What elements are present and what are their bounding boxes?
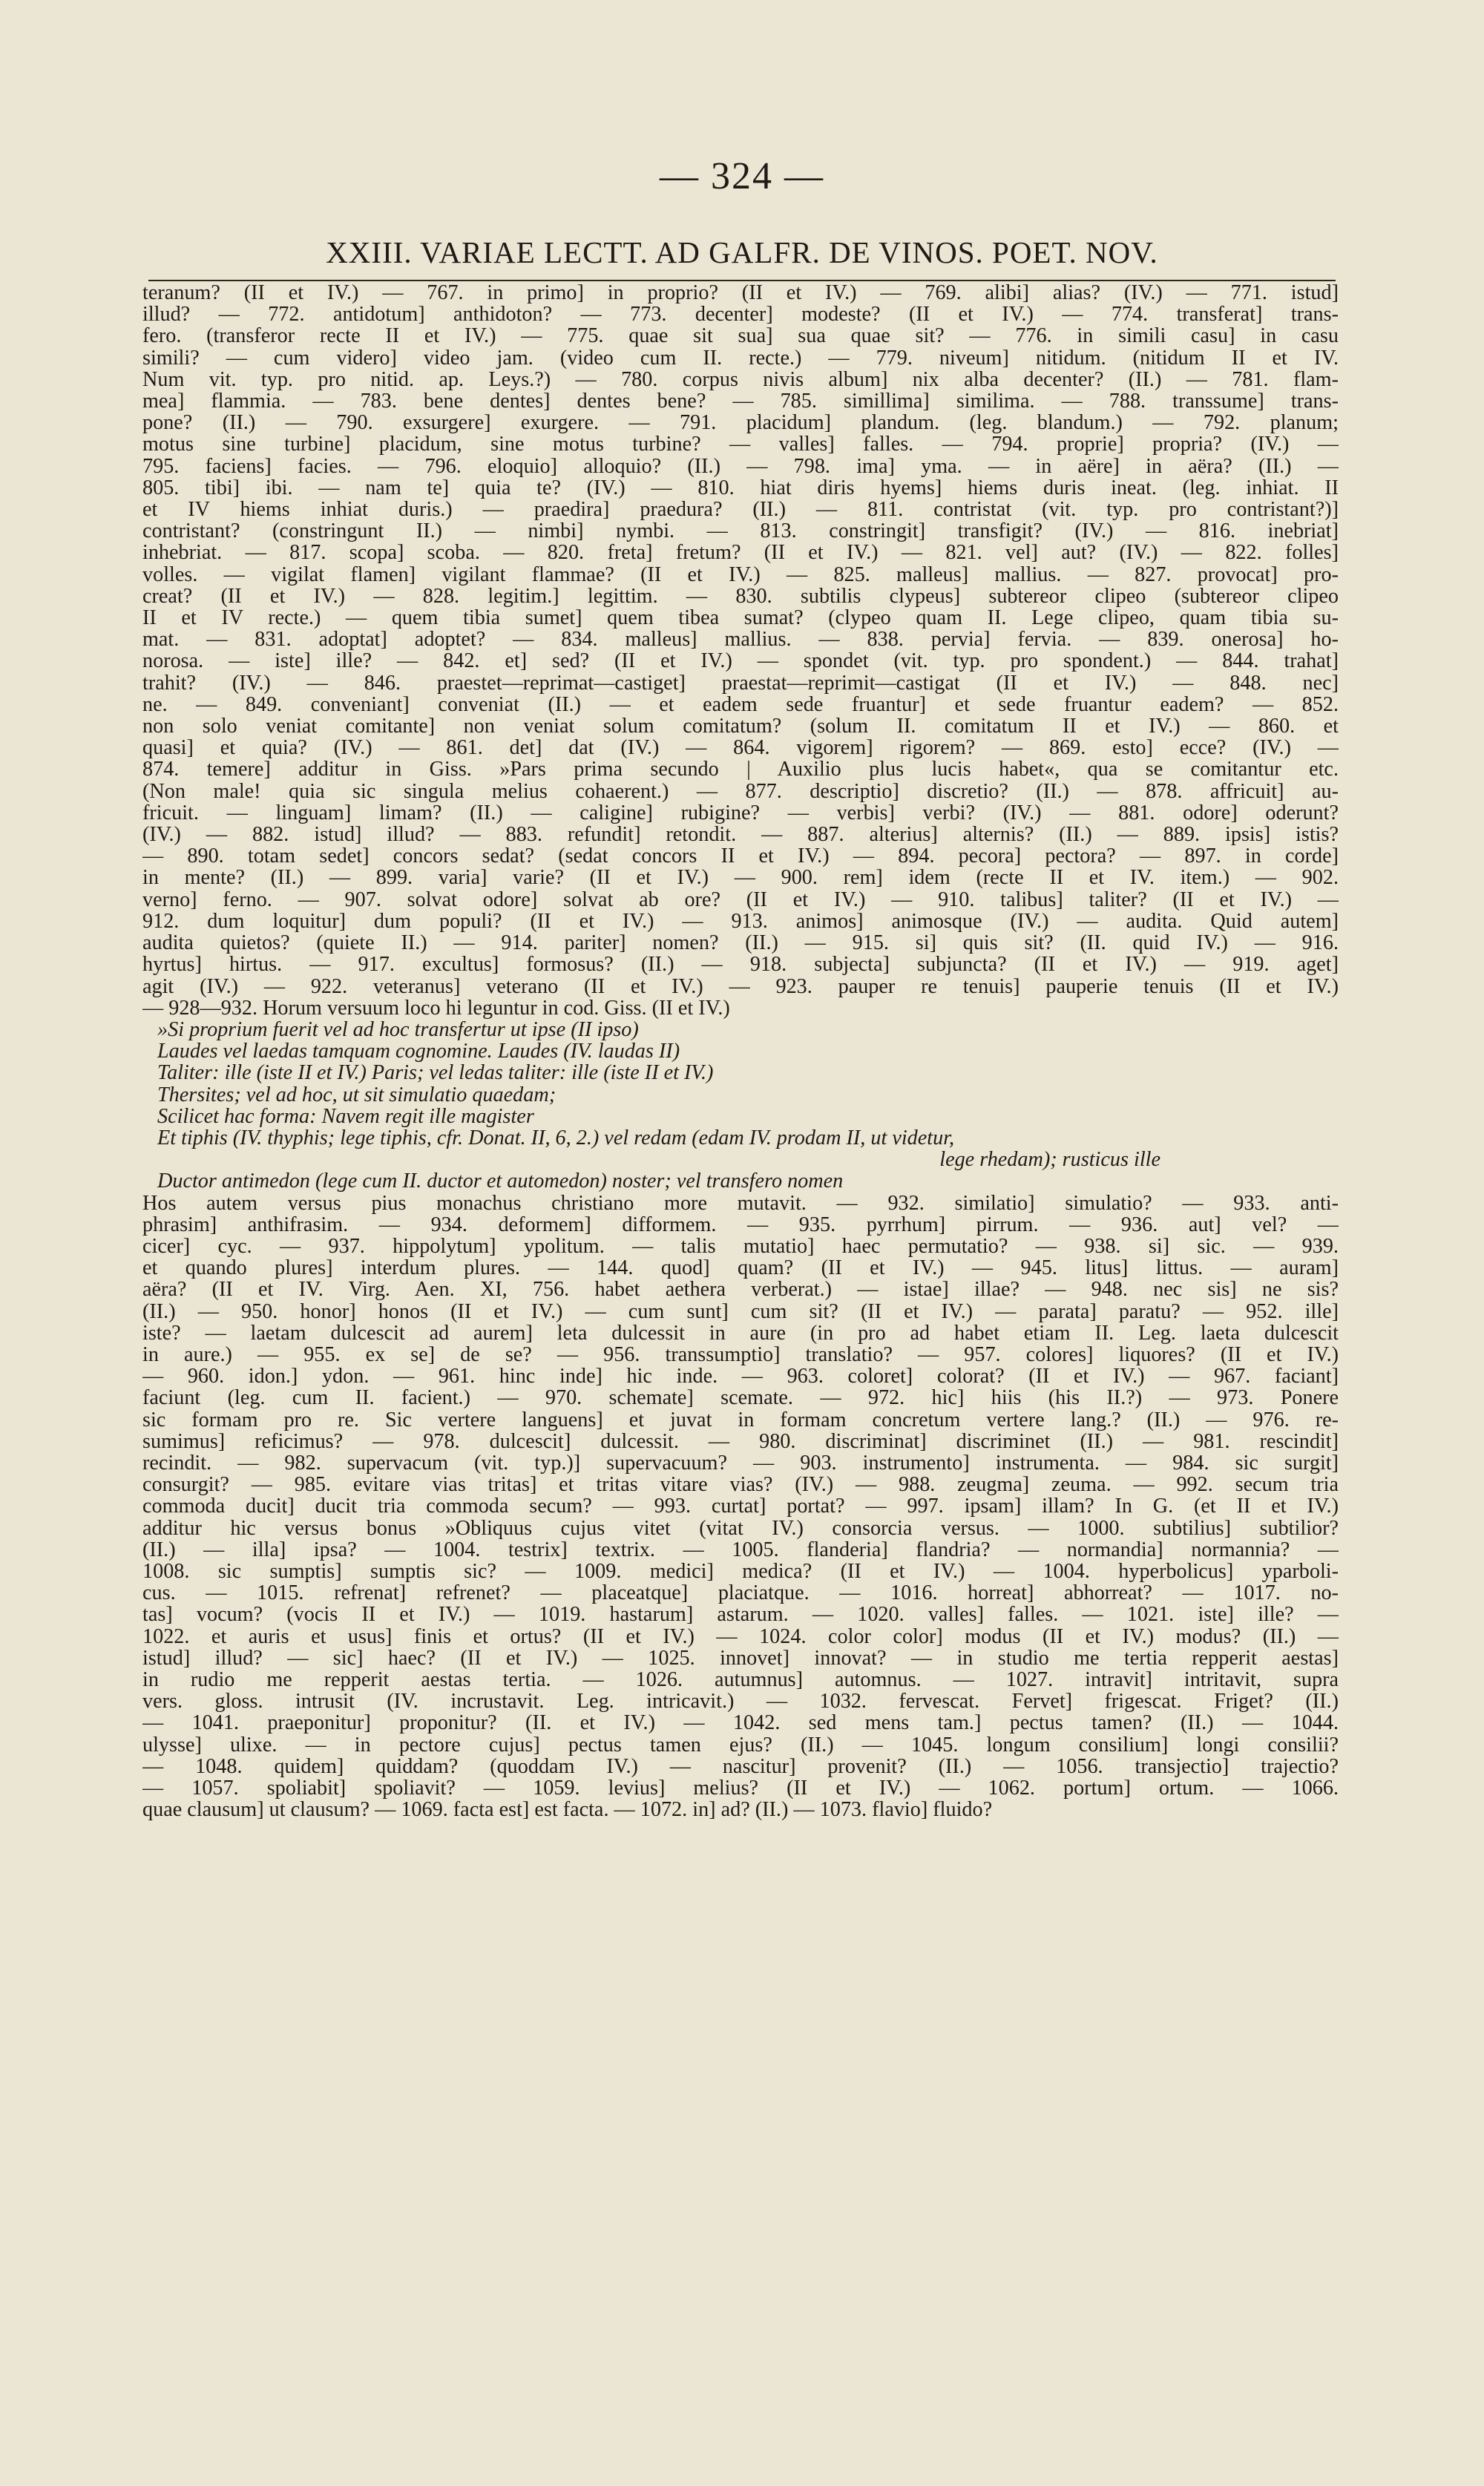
text-line: inhebriat. — 817. scopa] scoba. — 820. freta] fretum? (II et IV.) — 821. vel] aut? (IV.) — 822. folles] [142, 542, 1339, 564]
text-line: in aure.) — 955. ex se] de se? — 956. transsumptio] translatio? — 957. colores] liquores? (II et IV.) [142, 1343, 1339, 1366]
text-line: II et IV recte.) — quem tibia sumet] quem tibea sumat? (clypeo quam II. Lege clipeo, quam tibia su- [142, 607, 1339, 629]
verse-line: »Si proprium fuerit vel ad hoc transfertur ut ipse (II ipso) [157, 1018, 639, 1041]
text-line: faciunt (leg. cum II. facient.) — 970. schemate] scemate. — 972. hic] hiis (his II.?) — 973. Ponere [142, 1387, 1339, 1409]
text-line: (II.) — 950. honor] honos (II et IV.) — cum sunt] cum sit? (II et IV.) — parata] paratu? — 952. ille] [142, 1300, 1339, 1322]
verse-line: lege rhedam); rusticus ille [939, 1149, 1160, 1171]
verse-line: Et tiphis (IV. thyphis; lege tiphis, cfr. Donat. II, 6, 2.) vel redam (edam IV. prodam II, ut videtur, [157, 1126, 955, 1149]
interpolated-verses [142, 1019, 1339, 1193]
text-line: teranum? (II et IV.) — 767. in primo] in proprio? (II et IV.) — 769. alibi] alias? (IV.) — 771. istud] [142, 282, 1339, 304]
text-line: commoda ducit] ducit tria commoda secum? — 993. curtat] portat? — 997. ipsam] illam? In G. (et II et IV.) [142, 1495, 1339, 1518]
text-line: 795. faciens] facies. — 796. eloquio] alloquio? (II.) — 798. ima] yma. — in aëre] in aëra? (II.) — [142, 455, 1339, 477]
text-line: mat. — 831. adoptat] adoptet? — 834. malleus] mallius. — 838. pervia] fervia. — 839. onerosa] ho- [142, 629, 1339, 651]
text-line: quae clausum] ut clausum? — 1069. facta est] est facta. — 1072. in] ad? (II.) — 1073. flavio] fluido? [142, 1799, 993, 1821]
verse-line: Ductor antimedon (lege cum II. ductor et automedon) noster; vel transfero nomen [157, 1170, 844, 1193]
text-line: additur hic versus bonus »Obliquus cujus vitet (vitat IV.) consorcia versus. — 1000. subtilius] subtilior? [142, 1517, 1339, 1539]
running-header: XXIII. VARIAE LECTT. AD GALFR. DE VINOS. POET. NOV. [326, 235, 1158, 269]
text-line: aëra? (II et IV. Virg. Aen. XI, 756. habet aethera verberat.) — istae] illae? — 948. nec sis] ne sis? [142, 1279, 1339, 1301]
text-line: — 890. totam sedet] concors sedat? (sedat concors II et IV.) — 894. pecora] pectora? — 897. in corde] [142, 845, 1339, 868]
text-line: trahit? (IV.) — 846. praestet—reprimat—castiget] praestat—reprimit—castigat (II et IV.) — 848. nec] [142, 672, 1339, 694]
text-line: istud] illud? — sic] haec? (II et IV.) — 1025. innovet] innovat? — in studio me tertia repperit aestas] [142, 1647, 1339, 1669]
text-line: simili? — cum videro] video jam. (video cum II. recte.) — 779. niveum] nitidum. (nitidum II et IV. [142, 347, 1339, 369]
text-line: in rudio me repperit aestas tertia. — 1026. autumnus] automnus. — 1027. intravit] intritavit, supra [142, 1669, 1339, 1691]
text-line: 874. temere] additur in Giss. »Pars prima secundo | Auxilio plus lucis habet«, qua se comitantur etc. [142, 758, 1339, 781]
text-line: 912. dum loquitur] dum populi? (II et IV.) — 913. animos] animosque (IV.) — audita. Quid autem] [142, 910, 1339, 933]
text-line: tas] vocum? (vocis II et IV.) — 1019. hastarum] astarum. — 1020. valles] falles. — 1021. iste] ille? — [142, 1604, 1339, 1626]
text-line: 1022. et auris et usus] finis et ortus? (II et IV.) — 1024. color color] modus (II et IV.) modus? (II.) — [142, 1625, 1339, 1647]
apparatus-text [142, 282, 1339, 1820]
text-line: illud? — 772. antidotum] anthidoton? — 773. decenter] modeste? (II et IV.) — 774. transferat] trans- [142, 304, 1339, 326]
text-line: consurgit? — 985. evitare vias tritas] et tritas vitare vias? (IV.) — 988. zeugma] zeuma. — 992. secum tria [142, 1474, 1339, 1496]
text-line: quasi] et quia? (IV.) — 861. det] dat (IV.) — 864. vigorem] rigorem? — 869. esto] ecce? (IV.) — [142, 737, 1339, 759]
text-line: contristant? (constringunt II.) — nimbi] nymbi. — 813. constringit] transfigit? (IV.) — 816. inebriat] [142, 520, 1339, 542]
text-line: in mente? (II.) — 899. varia] varie? (II et IV.) — 900. rem] idem (recte II et IV. item.) — 902. [142, 867, 1339, 889]
text-line: — 928—932. Horum versuum loco hi leguntur in cod. Giss. (II et IV.) [142, 997, 730, 1019]
text-line: iste? — laetam dulcescit ad aurem] leta dulcessit in aure (in pro ad habet etiam II. Leg. laeta dulcescit [142, 1322, 1339, 1344]
text-line: Hos autem versus pius monachus christiano more mutavit. — 932. similatio] simulatio? — 933. anti- [142, 1192, 1339, 1214]
text-line: 1008. sic sumptis] sumptis sic? — 1009. medici] medica? (II et IV.) — 1004. hyperbolicus] yparboli- [142, 1560, 1339, 1583]
text-line: et IV hiems inhiat duris.) — praedira] praedura? (II.) — 811. contristat (vit. typ. pro contristant?)] [142, 499, 1339, 521]
text-line: agit (IV.) — 922. veteranus] veterano (II et IV.) — 923. pauper re tenuis] pauperie tenuis (II et IV.) [142, 975, 1339, 997]
apparatus-block-1 [142, 282, 1339, 1019]
text-line: audita quietos? (quiete II.) — 914. pariter] nomen? (II.) — 915. si] quis sit? (II. quid IV.) — 916. [142, 932, 1339, 954]
text-line: — 960. idon.] ydon. — 961. hinc inde] hic inde. — 963. coloret] colorat? (II et IV.) — 967. faciant] [142, 1365, 1339, 1388]
text-line: creat? (II et IV.) — 828. legitim.] legittim. — 830. subtilis clypeus] subtereor clipeo (subtereor clipeo [142, 585, 1339, 608]
text-line: fricuit. — linguam] limam? (II.) — caligine] rubigine? — verbis] verbi? (IV.) — 881. odore] oderunt? [142, 801, 1339, 824]
text-line: sumimus] reficimus? — 978. dulcescit] dulcessit. — 980. discriminat] discriminet (II.) — 981. rescindit] [142, 1430, 1339, 1452]
text-line: fero. (transferor recte II et IV.) — 775. quae sit sua] sua quae sit? — 776. in simili casu] in casu [142, 325, 1339, 347]
text-line: verno] ferno. — 907. solvat odore] solvat ab ore? (II et IV.) — 910. talibus] taliter? (II et IV.) — [142, 888, 1339, 911]
text-line: pone? (II.) — 790. exsurgere] exurgere. — 791. placidum] plandum. (leg. blandum.) — 792. planum; [142, 412, 1339, 434]
text-line: sic formam pro re. Sic vertere languens] et juvat in formam concretum vertere lang.? (II.) — 976. re- [142, 1408, 1339, 1431]
verse-line: Thersites; vel ad hoc, ut sit simulatio quaedam; [157, 1083, 556, 1106]
text-line: ne. — 849. conveniant] conveniat (II.) — et eadem sede fruantur] et sede fruantur eadem? — 852. [142, 693, 1339, 716]
apparatus-block-2 [142, 1193, 1339, 1821]
verse-line: Laudes vel laedas tamquam cognomine. Laudes (IV. laudas II) [157, 1040, 680, 1063]
text-line: norosa. — iste] ille? — 842. et] sed? (II et IV.) — spondet (vit. typ. pro spondent.) — 844. trahat] [142, 650, 1339, 672]
text-line: 805. tibi] ibi. — nam te] quia te? (IV.) — 810. hiat diris hyems] hiems duris ineat. (leg. inhiat. II [142, 476, 1339, 499]
text-line: cus. — 1015. refrenat] refrenet? — placeatque] placiatque. — 1016. horreat] abhorreat? — 1017. no- [142, 1582, 1339, 1604]
text-line: ulysse] ulixe. — in pectore cujus] pectus tamen ejus? (II.) — 1045. longum consilium] longi consilii? [142, 1734, 1339, 1756]
text-line: motus sine turbine] placidum, sine motus turbine? — valles] falles. — 794. proprie] propria? (IV.) — [142, 433, 1339, 456]
text-line: vers. gloss. intrusit (IV. incrustavit. Leg. intricavit.) — 1032. fervescat. Fervet] frigescat. Friget? (II.) [142, 1690, 1339, 1713]
text-line: — 1048. quidem] quiddam? (quoddam IV.) — nascitur] provenit? (II.) — 1056. transjectio] trajectio? [142, 1755, 1339, 1778]
text-line: — 1057. spoliabit] spoliavit? — 1059. levius] melius? (II et IV.) — 1062. portum] ortum. — 1066. [142, 1777, 1339, 1800]
text-line: volles. — vigilat flamen] vigilant flammae? (II et IV.) — 825. malleus] mallius. — 827. provocat] pro- [142, 563, 1339, 586]
text-line: non solo veniat comitante] non veniat solum comitatum? (solum II. comitatum II et IV.) — 860. et [142, 715, 1339, 738]
verse-line: Scilicet hac forma: Navem regit ille magister [157, 1105, 534, 1127]
verse-line: Taliter: ille (iste II et IV.) Paris; vel ledas taliter: ille (iste II et IV.) [157, 1062, 714, 1084]
text-line: mea] flammia. — 783. bene dentes] dentes bene? — 785. simillima] similima. — 788. transsume] trans- [142, 390, 1339, 413]
header-rule [148, 280, 1336, 281]
text-line: et quando plures] interdum plures. — 144. quod] quam? (II et IV.) — 945. litus] littus. — auram] [142, 1257, 1339, 1279]
text-line: cicer] cyc. — 937. hippolytum] ypolitum. — talis mutatio] haec permutatio? — 938. si] sic. — 939. [142, 1235, 1339, 1258]
text-line: Num vit. typ. pro nitid. ap. Leys.?) — 780. corpus nivis album] nix alba decenter? (II.) — 781. flam- [142, 368, 1339, 391]
text-line: phrasim] anthifrasim. — 934. deformem] difformem. — 935. pyrrhum] pirrum. — 936. aut] vel? — [142, 1213, 1339, 1236]
text-line: — 1041. praeponitur] proponitur? (II. et IV.) — 1042. sed mens tam.] pectus tamen? (II.) — 1044. [142, 1712, 1339, 1734]
text-line: recindit. — 982. supervacum (vit. typ.)] supervacuum? — 903. instrumento] instrumenta. — 984. sic surgit] [142, 1452, 1339, 1475]
text-line: (Non male! quia sic singula melius cohaerent.) — 877. descriptio] discretio? (II.) — 878. affricuit] au- [142, 780, 1339, 802]
text-line: hyrtus] hirtus. — 917. excultus] formosus? (II.) — 918. subjecta] subjuncta? (II et IV.) — 919. aget] [142, 954, 1339, 976]
text-line: (IV.) — 882. istud] illud? — 883. refundit] retondit. — 887. alterius] alternis? (II.) — 889. ipsis] istis? [142, 824, 1339, 846]
page-number: — 324 — [660, 155, 824, 197]
text-line: (II.) — illa] ipsa? — 1004. testrix] textrix. — 1005. flanderia] flandria? — normandia] normannia? — [142, 1538, 1339, 1561]
